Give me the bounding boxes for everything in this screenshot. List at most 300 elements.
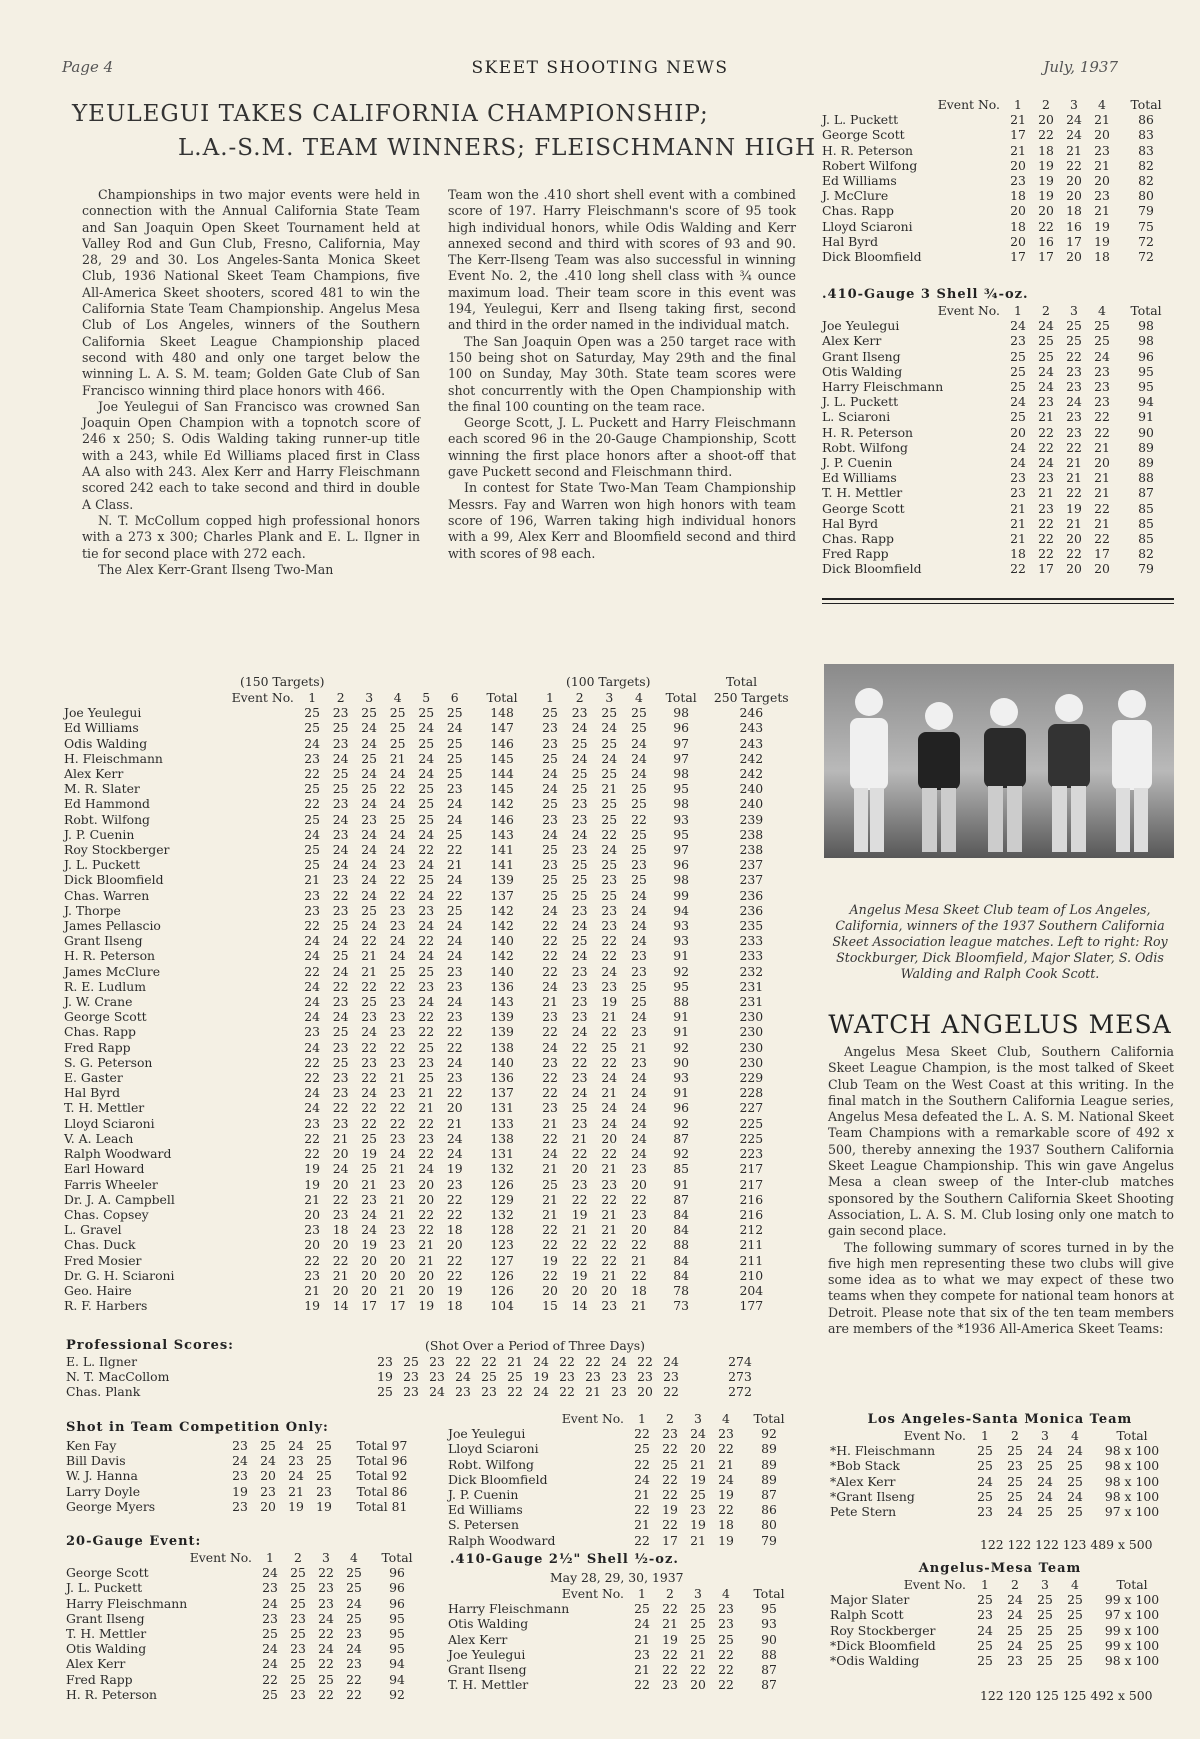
score-cell: 24: [533, 1384, 549, 1400]
score-cell: 23: [571, 1070, 588, 1086]
score-cell: 22: [455, 1354, 471, 1369]
score-cell: 20: [332, 1282, 349, 1298]
score-cell: 21: [389, 1206, 406, 1222]
score-cell: 21: [1066, 515, 1082, 531]
score-cell: 24: [571, 948, 588, 964]
score-cell: 92: [673, 963, 690, 979]
shooter-name: Joe Yeulegui: [64, 705, 142, 721]
column-header: Total: [1130, 303, 1162, 318]
score-cell: 20: [332, 1176, 349, 1192]
score-cell: 25: [690, 1487, 706, 1503]
shooter-name: E. L. Ilgner: [66, 1354, 138, 1369]
score-cell: 24: [361, 720, 378, 736]
shooter-name: *Odis Walding: [830, 1653, 920, 1669]
column-header: 1: [638, 1411, 646, 1426]
score-cell: 25: [318, 1671, 334, 1687]
score-cell: 21: [389, 1191, 406, 1207]
table-header-row: [448, 1586, 798, 1601]
score-cell: 23: [1094, 142, 1110, 158]
score-cell: 25: [631, 705, 647, 721]
score-cell: 25: [631, 872, 647, 888]
score-cell: 92: [673, 1146, 690, 1162]
score-cell: 131: [490, 1100, 514, 1116]
shooter-name: *H. Fleischmann: [830, 1443, 936, 1459]
score-cell: 24: [446, 948, 463, 964]
score-cell: 23: [290, 1641, 306, 1657]
table-row: [64, 1298, 794, 1313]
table-row: [822, 219, 1176, 234]
score-cell: 24: [631, 1070, 647, 1086]
score-cell: 17: [389, 1298, 406, 1314]
table-row: [822, 501, 1176, 516]
table-row: [448, 1517, 798, 1532]
score-cell: 225: [739, 1130, 764, 1146]
score-cell: 86: [761, 1502, 777, 1518]
score-cell: 233: [739, 948, 764, 964]
score-cell: 23: [1010, 470, 1026, 486]
score-cell: 22: [361, 1100, 378, 1116]
score-cell: 24: [418, 857, 435, 873]
column-header: Total: [1116, 1428, 1148, 1443]
score-cell: 23: [631, 1206, 647, 1222]
score-cell: 24: [601, 963, 618, 979]
score-cell: 141: [490, 842, 514, 858]
score-cell: 20: [260, 1498, 276, 1514]
score-cell: 25: [389, 735, 406, 751]
shooter-name: Roy Stockberger: [830, 1622, 936, 1638]
shooter-name: H. R. Peterson: [822, 142, 914, 158]
score-cell: 21: [690, 1532, 706, 1548]
photo-caption: Angelus Mesa Skeet Club team of Los Angeles, California, winners of the 1937 Southern California Skeet Association league matches. Left to right: Roy Stockburger, Dick Bloomfield, Major Slater, S. Odis Walding and Ralph Cook Scott.: [832, 902, 1168, 981]
score-cell: 23: [571, 1176, 588, 1192]
score-cell: 23: [1010, 333, 1026, 349]
shooter-name: H. R. Peterson: [64, 948, 156, 964]
shooter-name: Ralph Scott: [830, 1607, 904, 1623]
main-table-group-total: Total: [726, 674, 758, 689]
score-cell: 22: [718, 1502, 734, 1518]
score-cell: 23: [332, 872, 349, 888]
score-cell: 23: [631, 963, 647, 979]
score-cell: 23: [332, 994, 349, 1010]
column-header: 4: [722, 1586, 730, 1601]
shooter-name: W. J. Hanna: [66, 1468, 138, 1484]
score-cell: 20: [418, 1282, 435, 1298]
table-row: [64, 1222, 794, 1237]
table-row: [64, 933, 794, 948]
score-cell: 22: [571, 1054, 588, 1070]
table-row: [64, 1177, 794, 1192]
score-cell: 25: [1038, 333, 1054, 349]
column-header: 5: [422, 690, 431, 705]
score-cell: 25: [542, 750, 558, 766]
score-cell: 98 x 100: [1104, 1443, 1160, 1459]
score-cell: 24: [631, 1100, 647, 1116]
score-cell: 25: [977, 1592, 993, 1608]
shooter-name: George Scott: [822, 127, 905, 143]
score-cell: 92: [673, 1039, 690, 1055]
shooter-name: J. P. Cuenin: [64, 826, 135, 842]
table-row: [822, 112, 1176, 127]
score-cell: 25: [542, 796, 558, 812]
shooter-name: George Myers: [66, 1498, 156, 1514]
score-cell: 23: [611, 1369, 627, 1385]
column-header: Total: [1130, 97, 1162, 112]
score-cell: 128: [490, 1222, 514, 1238]
score-cell: 22: [718, 1677, 734, 1693]
score-cell: 92: [673, 1115, 690, 1131]
score-cell: Total 81: [356, 1498, 408, 1514]
table-row: [822, 234, 1176, 249]
table-row: [66, 1369, 796, 1384]
score-cell: 22: [631, 811, 647, 827]
table-row: [822, 333, 1176, 348]
score-cell: 22: [1066, 439, 1082, 455]
score-cell: 21: [634, 1631, 650, 1647]
score-cell: 19: [304, 1176, 321, 1192]
score-cell: 22: [346, 1686, 362, 1702]
score-cell: 246: [739, 705, 764, 721]
am-team-title: Angelus-Mesa Team: [918, 1561, 1082, 1576]
table-row: [822, 173, 1176, 188]
score-cell: 25: [1007, 1622, 1023, 1638]
column-header: 3: [694, 1411, 702, 1426]
score-cell: 132: [490, 1161, 514, 1177]
score-cell: 25: [542, 887, 558, 903]
score-cell: 22: [542, 948, 558, 964]
gauge20-table: [66, 1550, 426, 1702]
column-header: 4: [350, 1550, 358, 1565]
score-cell: 19: [662, 1631, 678, 1647]
score-cell: 25: [418, 705, 435, 721]
score-cell: 25: [1037, 1458, 1053, 1474]
score-cell: 23: [389, 902, 406, 918]
table-row: [64, 796, 794, 811]
score-cell: 225: [739, 1115, 764, 1131]
score-cell: 230: [739, 1024, 764, 1040]
score-cell: 24: [1066, 394, 1082, 410]
score-cell: 88: [1138, 470, 1154, 486]
score-cell: 98 x 100: [1104, 1653, 1160, 1669]
score-cell: 25: [690, 1616, 706, 1632]
score-cell: 97: [673, 735, 690, 751]
column-header: 2: [1011, 1577, 1019, 1592]
score-cell: 25: [542, 842, 558, 858]
score-cell: 25: [304, 842, 321, 858]
table-row: [822, 409, 1176, 424]
score-cell: 24: [1037, 1473, 1053, 1489]
table-row: [64, 842, 794, 857]
score-cell: 229: [739, 1070, 764, 1086]
score-cell: 22: [389, 872, 406, 888]
score-cell: 142: [490, 902, 514, 918]
score-cell: 21: [361, 1176, 378, 1192]
score-cell: 23: [718, 1426, 734, 1442]
table-row: [448, 1502, 798, 1517]
score-cell: 25: [418, 735, 435, 751]
score-cell: 22: [718, 1646, 734, 1662]
table-row: [822, 364, 1176, 379]
column-header: 3: [322, 1550, 330, 1565]
gauge410-short-table: [448, 1586, 798, 1692]
score-cell: 228: [739, 1085, 764, 1101]
score-cell: 22: [1094, 500, 1110, 516]
score-cell: 21: [718, 1456, 734, 1472]
score-cell: 20: [446, 1100, 463, 1116]
score-cell: 20: [571, 1161, 588, 1177]
shooter-name: Larry Doyle: [66, 1483, 141, 1499]
shooter-name: Robert Wilfong: [822, 157, 918, 173]
score-cell: 22: [542, 918, 558, 934]
table-row: [448, 1441, 798, 1456]
score-cell: 24: [1010, 394, 1026, 410]
table-row: [822, 188, 1176, 203]
table-row: [64, 781, 794, 796]
column-header: 1: [1014, 303, 1022, 318]
score-cell: 22: [304, 1070, 321, 1086]
score-cell: 20: [418, 1267, 435, 1283]
score-cell: 19: [361, 1146, 378, 1162]
score-cell: 88: [673, 994, 690, 1010]
table-row: [830, 1489, 1174, 1504]
score-cell: 18: [1010, 546, 1026, 562]
score-cell: 24: [1010, 439, 1026, 455]
score-cell: 145: [490, 781, 514, 797]
score-cell: 19: [446, 1161, 463, 1177]
score-cell: 23: [571, 705, 588, 721]
score-cell: 25: [571, 857, 588, 873]
score-cell: 24: [332, 963, 349, 979]
score-cell: 93: [673, 918, 690, 934]
shooter-name: J. Thorpe: [64, 902, 121, 918]
score-cell: 22: [601, 948, 618, 964]
shooter-name: Chas. Warren: [64, 887, 150, 903]
score-cell: 25: [601, 766, 618, 782]
score-cell: 23: [571, 902, 588, 918]
shooter-name: Grant Ilseng: [66, 1610, 145, 1626]
score-cell: 25: [418, 1070, 435, 1086]
score-cell: 22: [446, 1024, 463, 1040]
score-cell: 19: [232, 1483, 248, 1499]
score-cell: 25: [1067, 1458, 1083, 1474]
score-cell: 17: [1010, 249, 1026, 265]
score-cell: 21: [601, 1222, 618, 1238]
score-cell: 22: [507, 1384, 523, 1400]
score-cell: 23: [304, 1267, 321, 1283]
shooter-name: Ed Williams: [64, 720, 139, 736]
shooter-name: H. R. Peterson: [66, 1686, 158, 1702]
table-row: [64, 1100, 794, 1115]
shooter-name: Alex Kerr: [66, 1656, 126, 1672]
score-cell: 23: [977, 1504, 993, 1520]
score-cell: 23: [601, 1298, 618, 1314]
table-row: [66, 1453, 426, 1468]
score-cell: 94: [389, 1656, 405, 1672]
score-cell: 25: [977, 1488, 993, 1504]
score-cell: 24: [418, 766, 435, 782]
score-cell: 25: [332, 781, 349, 797]
column-header: 2: [1042, 303, 1050, 318]
score-cell: 23: [361, 1054, 378, 1070]
score-cell: 20: [332, 1237, 349, 1253]
shooter-name: Pete Stern: [830, 1504, 897, 1520]
score-cell: 24: [418, 918, 435, 934]
score-cell: 23: [232, 1438, 248, 1453]
column-header: 4: [722, 1411, 730, 1426]
score-cell: 24: [389, 933, 406, 949]
shooter-name: Ed Hammond: [64, 796, 150, 812]
score-cell: 99 x 100: [1104, 1622, 1160, 1638]
score-cell: 90: [673, 1054, 690, 1070]
table-row: [448, 1677, 798, 1692]
score-cell: 22: [418, 1146, 435, 1162]
score-cell: 22: [1066, 546, 1082, 562]
table-row: [64, 903, 794, 918]
score-cell: 96: [389, 1565, 405, 1581]
score-cell: 21: [304, 1191, 321, 1207]
score-cell: 24: [634, 1616, 650, 1632]
score-cell: 92: [761, 1426, 777, 1442]
score-cell: 18: [631, 1282, 647, 1298]
score-cell: 24: [542, 766, 558, 782]
table-header-row: [830, 1577, 1174, 1592]
score-cell: 23: [1066, 424, 1082, 440]
score-cell: 139: [490, 1009, 514, 1025]
score-cell: 22: [631, 1267, 647, 1283]
score-cell: 22: [389, 978, 406, 994]
score-cell: 22: [571, 1252, 588, 1268]
score-cell: 23: [571, 1009, 588, 1025]
score-cell: 88: [673, 1237, 690, 1253]
score-cell: 18: [332, 1222, 349, 1238]
shooter-name: T. H. Mettler: [64, 1100, 145, 1116]
score-cell: 20: [361, 1282, 378, 1298]
score-cell: 91: [1138, 409, 1154, 425]
score-cell: 23: [389, 1237, 406, 1253]
score-cell: 24: [601, 1070, 618, 1086]
score-cell: 24: [631, 918, 647, 934]
score-cell: 25: [361, 781, 378, 797]
score-cell: 24: [304, 826, 321, 842]
score-cell: 25: [403, 1354, 419, 1369]
score-cell: 20: [418, 1191, 435, 1207]
article-paragraph: The San Joaquin Open was a 250 target race with 150 being shot on Saturday, May 29th and the final 100 on Sunday, May 30th. State team scores were shot concurrently with the Open Championship with the final 100 counting on the team race.: [448, 333, 796, 414]
score-cell: 216: [739, 1206, 764, 1222]
score-cell: 94: [1138, 394, 1154, 410]
issue-date: July, 1937: [1043, 58, 1118, 76]
score-cell: 25: [571, 1100, 588, 1116]
score-cell: 24: [571, 918, 588, 934]
score-cell: 19: [361, 1237, 378, 1253]
table-row: [64, 1131, 794, 1146]
score-cell: 21: [601, 1161, 618, 1177]
score-cell: 25: [542, 1176, 558, 1192]
score-cell: 23: [601, 872, 618, 888]
score-cell: 25: [601, 796, 618, 812]
shooter-name: Chas. Rapp: [64, 1024, 136, 1040]
shooter-name: L. Gravel: [64, 1222, 122, 1238]
score-cell: 22: [446, 1252, 463, 1268]
score-cell: 25: [332, 948, 349, 964]
score-cell: 20: [1094, 173, 1110, 189]
score-cell: 19: [316, 1498, 332, 1514]
score-cell: 22: [1066, 485, 1082, 501]
score-cell: 25: [1010, 348, 1026, 364]
score-cell: 23: [304, 887, 321, 903]
shooter-name: Major Slater: [830, 1592, 910, 1608]
team-competition-table: [66, 1438, 426, 1514]
score-cell: 24: [304, 994, 321, 1010]
score-cell: 23: [304, 1222, 321, 1238]
score-cell: 23: [1094, 379, 1110, 395]
main-table-group-150: (150 Targets): [240, 674, 325, 689]
score-cell: 22: [662, 1487, 678, 1503]
table-row: [64, 812, 794, 827]
score-cell: 21: [634, 1662, 650, 1678]
shooter-name: Ed Williams: [822, 173, 897, 189]
score-cell: 79: [761, 1532, 777, 1548]
score-cell: 24: [1007, 1592, 1023, 1608]
score-cell: 20: [631, 1222, 647, 1238]
score-cell: 22: [542, 1237, 558, 1253]
score-cell: 25: [571, 872, 588, 888]
table-row: [66, 1672, 426, 1687]
score-cell: 23: [662, 1677, 678, 1693]
table-row: [66, 1641, 426, 1656]
score-cell: 25: [1037, 1504, 1053, 1520]
shooter-name: Earl Howard: [64, 1161, 145, 1177]
score-cell: 24: [418, 948, 435, 964]
score-cell: 24: [288, 1438, 304, 1453]
score-cell: 23: [346, 1656, 362, 1672]
score-cell: 204: [739, 1282, 764, 1298]
table-row: [64, 1055, 794, 1070]
score-cell: 23: [1007, 1653, 1023, 1669]
shooter-name: J. W. Crane: [64, 994, 133, 1010]
score-cell: 18: [1010, 218, 1026, 234]
column-header: 4: [635, 690, 643, 705]
am-team-totals: 122 120 125 125 492 x 500: [980, 1688, 1153, 1703]
team-photo-figures: [824, 664, 1174, 858]
score-cell: 25: [634, 1601, 650, 1617]
shooter-name: Dick Bloomfield: [64, 872, 164, 888]
score-cell: 23: [631, 1054, 647, 1070]
score-cell: 19: [304, 1161, 321, 1177]
score-cell: 126: [490, 1176, 514, 1192]
score-cell: 23: [631, 1161, 647, 1177]
score-cell: 22: [542, 1267, 558, 1283]
score-cell: 24: [631, 735, 647, 751]
score-cell: 230: [739, 1039, 764, 1055]
score-cell: 24: [631, 887, 647, 903]
score-cell: 20: [1010, 157, 1026, 173]
score-cell: 24: [1038, 363, 1054, 379]
score-cell: 25: [601, 735, 618, 751]
table-row: [64, 766, 794, 781]
score-cell: 23: [262, 1580, 278, 1596]
score-cell: 24: [601, 1100, 618, 1116]
score-cell: 20: [1010, 424, 1026, 440]
score-cell: 25: [262, 1686, 278, 1702]
article-paragraph: Joe Yeulegui of San Francisco was crowned San Joaquin Open Champion with a topnotch score of 246 x 250; S. Odis Walding taking runner-up title with a 243, while Ed Williams placed first in Class AA also with 243. Alex Kerr and Harry Fleischmann scored 242 each to take second and third in double A Class.: [82, 398, 420, 512]
score-cell: 25: [332, 720, 349, 736]
score-cell: 22: [571, 1237, 588, 1253]
score-cell: 20: [542, 1282, 558, 1298]
column-header: 3: [1041, 1428, 1049, 1443]
table-row: [66, 1468, 426, 1483]
table-row: [64, 705, 794, 720]
table-row: [66, 1384, 796, 1399]
score-cell: 23: [361, 811, 378, 827]
